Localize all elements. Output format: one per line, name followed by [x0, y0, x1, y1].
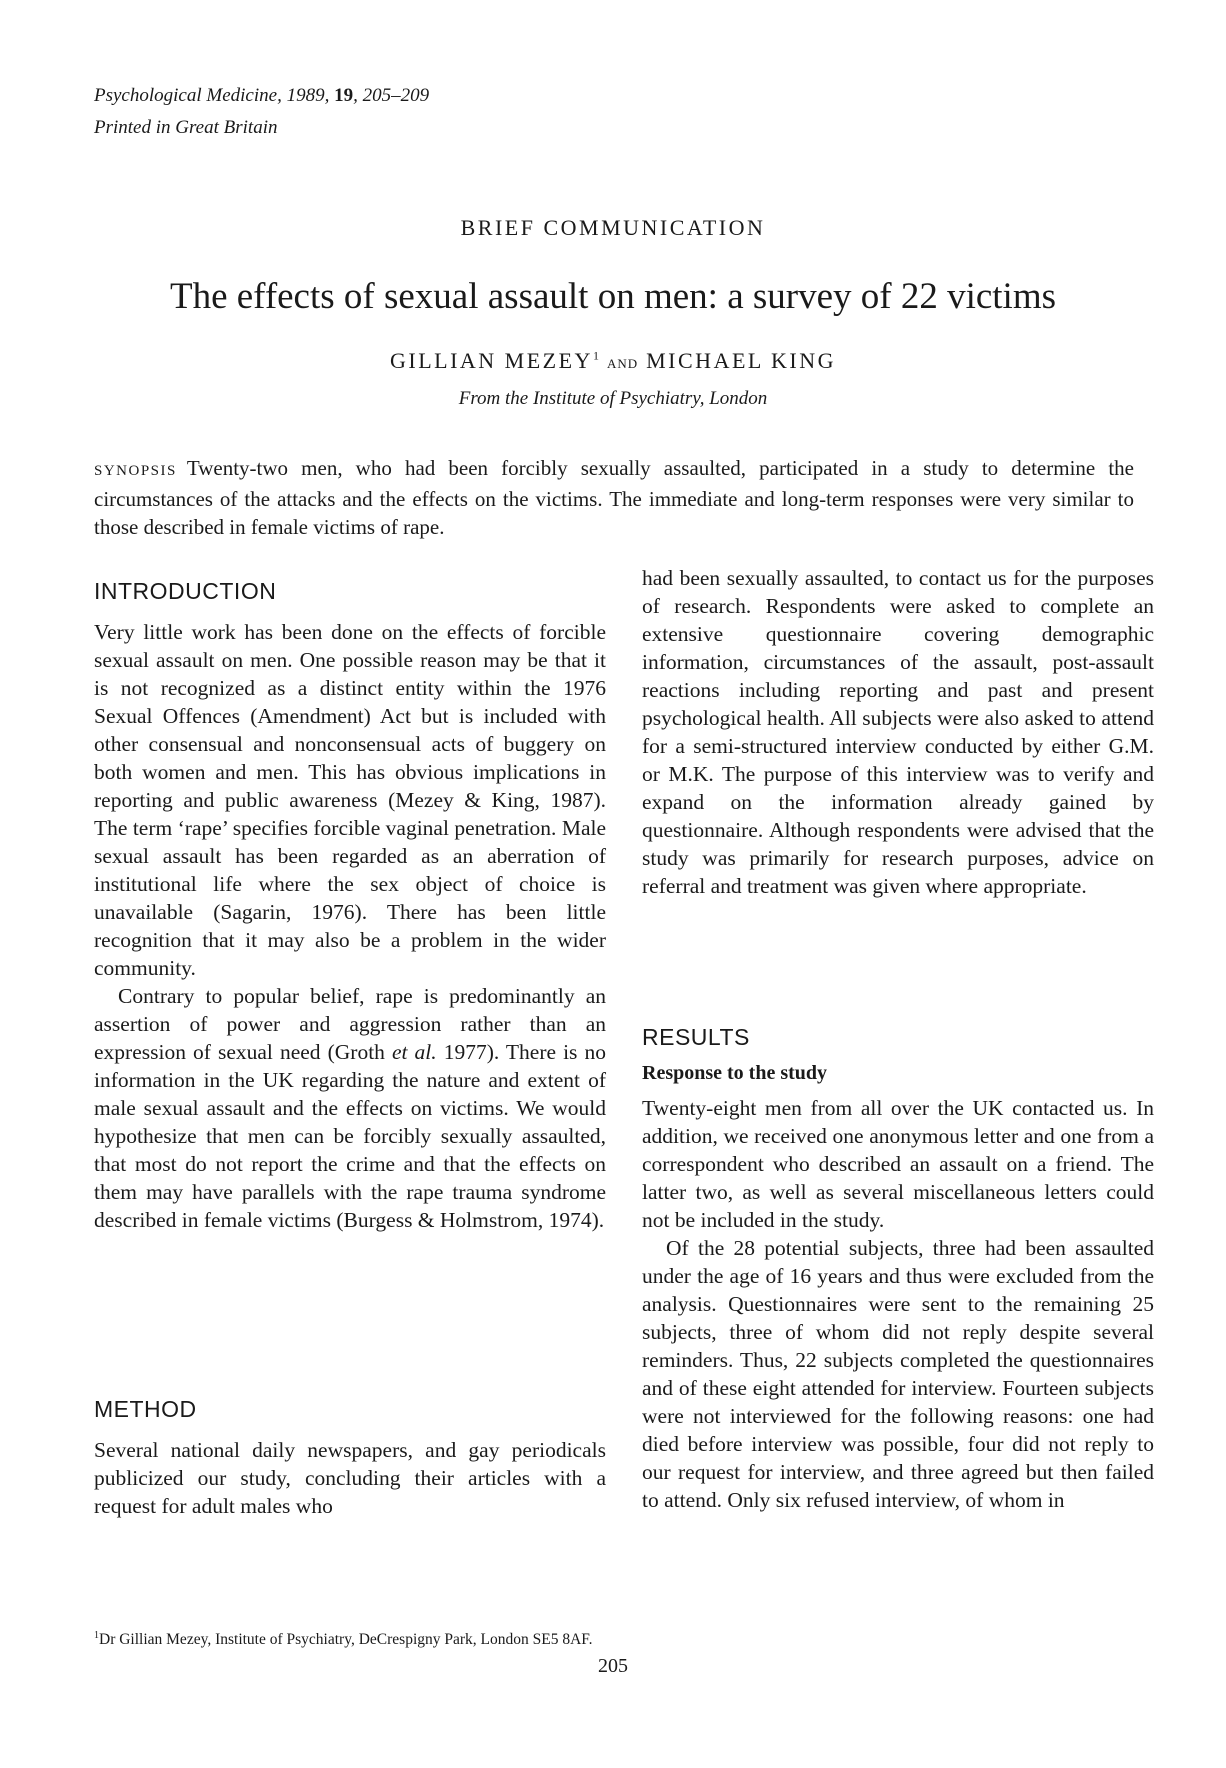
section-label: BRIEF COMMUNICATION — [460, 215, 766, 240]
footnote-marker: 1 — [94, 1630, 99, 1641]
journal-name: Psychological Medicine — [94, 85, 278, 106]
author-second: MICHAEL KING — [646, 348, 837, 373]
method-body-left — [94, 1436, 606, 1520]
results-heading: RESULTS — [642, 1024, 750, 1050]
results-paragraph-1: Twenty-eight men from all over the UK contacted us. In addition, we received one anonymous letter and one from a correspondent who described an assault on a friend. The latter two, as well as several miscellaneous letters could not be included in the study. — [642, 1096, 1154, 1232]
method-paragraph-start: Several national daily newspapers, and gay periodicals publicized our study, concluding their articles with a request for adult males who — [94, 1438, 606, 1518]
results-paragraph-2: Of the 28 potential subjects, three had been assaulted under the age of 16 years and thus were excluded from the analysis. Questionnaires were sent to the remaining 25 subjects, three of whom did not reply despite several reminders. Thus, 22 subjects completed the questionnaires and of these eight attended for interview. Fourteen subjects were not interviewed for the following reasons: one had died before interview was possible, four did not reply to our request for interview, and three agreed but then failed to attend. Only six refused interview, of whom in — [642, 1236, 1154, 1512]
footnote-text: Dr Gillian Mezey, Institute of Psychiatry, DeCrespigny Park, London SE5 8AF. — [99, 1631, 593, 1649]
method-heading: METHOD — [94, 1396, 197, 1422]
printed-location: Printed in Great Britain — [94, 117, 278, 138]
journal-volume: 19 — [334, 85, 354, 106]
author-first: GILLIAN MEZEY — [389, 348, 593, 373]
synopsis — [94, 454, 1134, 541]
journal-citation — [94, 84, 429, 108]
introduction-paragraph-2-etal: et al. — [391, 1040, 437, 1064]
synopsis-text: Twenty-two men, who had been forcibly sexually assaulted, participated in a study to determine the circumstances of the attacks and the effects on the victims. The immediate and long-term responses were very similar to those described in female victims of rape. — [94, 456, 1134, 539]
method-paragraph-continued: had been sexually assaulted, to contact us for the purposes of research. Respondents were asked to complete an extensive questionnaire covering demographic information, circumstances of the assault, post-assault reactions including reporting and past and present psychological health. All subjects were also asked to attend for a semi-structured interview conducted by either G.M. or M.K. The purpose of this interview was to verify and expand on the information already gained by questionnaire. Although respondents were advised that the study was primarily for research purposes, advice on referral and treatment was given where appropriate. — [642, 566, 1154, 898]
method-body-right — [642, 564, 1154, 900]
introduction-heading: INTRODUCTION — [94, 578, 277, 604]
author-conjunction: AND — [606, 356, 639, 371]
author-footnote — [94, 1626, 606, 1650]
synopsis-label: SYNOPSIS — [94, 463, 177, 479]
article-title: The effects of sexual assault on men: a survey of 22 victims — [169, 276, 1057, 317]
page-number: 205 — [598, 1655, 628, 1677]
introduction-paragraph-1: Very little work has been done on the effects of forcible sexual assault on men. One possible reason may be that it is not recognized as a distinct entity within the 1976 Sexual Offences (Amendment) Act but is included with other consensual and nonconsensual acts of buggery on both women and men. This has obvious implications in reporting and public awareness (Mezey & King, 1987). The term ‘rape’ specifies forcible vaginal penetration. Male sexual assault has been regarded as an aberration of institutional life where the sex object of choice is unavailable (Sagarin, 1976). There has been little recognition that it may also be a problem in the wider community. — [94, 620, 606, 980]
author-footnote-marker: 1 — [592, 348, 599, 363]
introduction-paragraph-2-text-b: 1977). There is no information in the UK regarding the nature and extent of male sexual assault and the effects on victims. We would hypothesize that men can be forcibly sexually assaulted, that most do not report the crime and that the effects on them may have parallels with the rape trauma syndrome described in female victims (Burgess & Holmstrom, 1974). — [94, 1040, 606, 1232]
journal-year: , 1989, — [277, 85, 335, 106]
introduction-body — [94, 618, 606, 1234]
journal-pages: , 205–209 — [353, 85, 430, 106]
introduction-paragraph-2-text-a: Contrary to popular belief, rape is predominantly an assertion of power and aggression rather than an expression of sexual need (Groth — [94, 984, 606, 1064]
results-body — [642, 1094, 1154, 1514]
introduction-paragraph-2 — [94, 982, 606, 1234]
affiliation: From the Institute of Psychiatry, London — [458, 388, 768, 409]
results-subheading: Response to the study — [642, 1062, 828, 1084]
author-line — [0, 348, 1226, 374]
